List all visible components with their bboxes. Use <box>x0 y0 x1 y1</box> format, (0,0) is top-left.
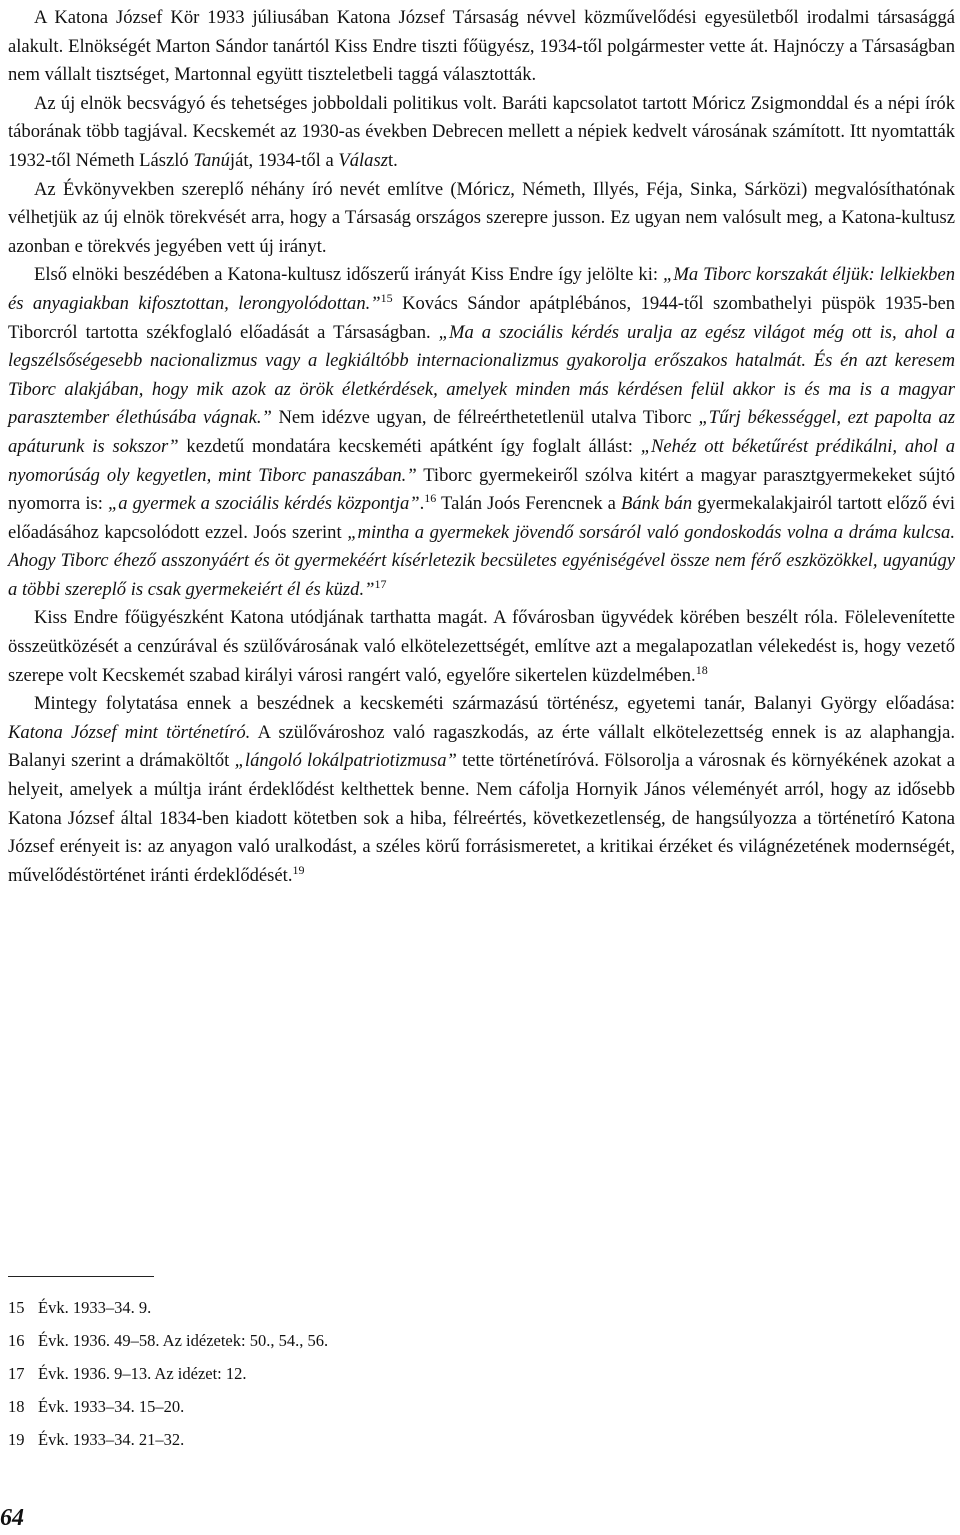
footnote-text: Évk. 1936. 9–13. Az idézet: 12. <box>38 1364 247 1383</box>
text-run: t. <box>387 149 398 171</box>
italic-text: „Tűrj békességgel, ezt papolta az apáturunk is sokszor” <box>8 407 955 457</box>
text-run: gyermekalakjairól tartott előző évi előadásához kapcsolódott ezzel. Joós szerint <box>8 493 955 543</box>
italic-text: „Ma a szociális kérdés uralja az egész világot még ott is, ahol a legszélsőségesebb nacionalizmus vagy a legkiáltóbb internacionalizmus gyakorolja erőszakos hatalmát. És én azt keresem Tiborc alakjában, hogy mik azok az örök életkérdések, amelyek minden más kérdésen felül akkor is és ma is a magyar parasztember élethúsába vágnak.” <box>8 321 956 429</box>
footnote-text: Évk. 1933–34. 21–32. <box>38 1430 185 1449</box>
footnote-text: Évk. 1933–34. 9. <box>38 1298 152 1317</box>
body-text <box>8 0 955 890</box>
text-run: Talán Joós Ferencnek a <box>436 493 621 515</box>
footnote-rule <box>8 1276 154 1277</box>
page-number: 64 <box>0 1505 24 1531</box>
italic-text: „a gyermek a szociális kérdés központja” <box>107 493 420 515</box>
footnote <box>8 1390 608 1423</box>
italic-text: „Nehéz ott béketűrést prédikálni, ahol a nyomorúság oly kegyetlen, mint Tiborc panaszában.” <box>8 435 955 486</box>
paragraph <box>8 261 955 604</box>
italic-text: Tanú <box>193 149 230 171</box>
footnote-number: 19 <box>8 1430 25 1449</box>
footnote <box>8 1423 608 1456</box>
text-run: tette történetíróvá. Fölsorolja a városnak és környékének azokat a helyeit, amelyek a múltja iránt érdeklődést kelthettek benne. Nem cáfolja Hornyik János véleményét arról, hogy az idősebb Katona József által 1834-ben kiadott kötetben sok a hiba, félreértés, következetlenség, de hangsúlyozza a történetíró Katona József erényeit is: az anyagon való uralkodást, a széles körű forrásismeretet, a kritikai érzéket és világnézetének modernségét, művelődéstörténet iránti érdeklődését. <box>8 750 955 886</box>
italic-text: „lángoló lokálpatriotizmusa” <box>234 750 457 772</box>
footnote-ref: 16 <box>424 490 437 505</box>
footnote <box>8 1324 608 1357</box>
italic-text: Válasz <box>338 149 388 171</box>
text-run: Mintegy folytatása ennek a beszédnek a kecskeméti származású történész, egyetemi tanár, Balanyi György előadása: <box>34 693 955 715</box>
footnote-number: 17 <box>8 1364 25 1383</box>
italic-text: Katona József mint történetíró. <box>8 721 251 743</box>
footnote <box>8 1291 608 1324</box>
text-run: A Katona József Kör 1933 júliusában Katona József Társaság névvel közművelődési egyesületből irodalmi társasággá alakult. Elnökségét Marton Sándor tanártól Kiss Endre tiszti főügyész, 1934-től polgármester vette át. Hajnóczy a Társaságban nem vállalt tisztséget, Martonnal együtt tiszteletbeli taggá választották. <box>8 7 955 86</box>
italic-text: Bánk bán <box>621 493 693 515</box>
text-run: . <box>419 493 425 515</box>
text-run: Tiborc gyermekeiről szólva kitért a magyar parasztgyermekeket sújtó nyomorra is: <box>8 464 955 515</box>
paragraph <box>8 690 955 890</box>
paragraph <box>8 4 955 90</box>
document-page <box>8 0 956 1449</box>
text-run: Az Évkönyvekben szereplő néhány író nevét említve (Móricz, Németh, Illyés, Féja, Sinka, Sárközi) megvalósíthatónak vélhetjük az új elnök törekvését arra, hogy a Társaság országos szerepre jusson. Ez ugyan nem valósult meg, a Katona-kultusz azonban e törekvés jegyében vett új irányt. <box>8 178 955 257</box>
footnote-text: Évk. 1933–34. 15–20. <box>38 1397 185 1416</box>
footnotes <box>8 1276 608 1456</box>
paragraph <box>8 90 955 176</box>
italic-text: „Ma Tiborc korszakát éljük: lelkiekben és anyagiakban kifosztottan, lerongyolódottan.” <box>8 264 956 314</box>
text-run: Nem idézve ugyan, de félreérthetetlenül utalva Tiborc <box>271 407 699 429</box>
footnote <box>8 1357 608 1390</box>
footnote-ref: 17 <box>374 576 387 591</box>
text-run: Kiss Endre főügyészként Katona utódjának tarthatta magát. A fővárosban ügyvédek körében beszélt róla. Fölelevenítette összeütközését a cenzúrával és szülővárosának való elkötelezettségét, említve azt a megalapozatlan vélekedést is, hogy vezető szerepe volt Kecskemét szabad királyi városi rangért való, egyelőre sikertelen küzdelmében. <box>8 607 955 686</box>
text-run: A szülővároshoz való ragaszkodás, az érte vállalt elkötelezettség ennek is az alaphangja. Balanyi szerint a drámaköltőt <box>8 721 955 772</box>
text-run: ját, 1934-től a <box>229 149 339 171</box>
footnote-number: 15 <box>8 1298 25 1317</box>
text-run: kezdetű mondatára kecskeméti apátként így foglalt állást: <box>178 435 641 457</box>
italic-text: „mintha a gyermekek jövendő sorsáról való gondoskodás volna a dráma kulcsa. Ahogy Tiborc éhező asszonyáért és öt gyermekéért kísérletezik becsületes egyéniségével össze nem férő eszközökkel, ugyanúgy a többi szereplő is csak gyermekeiért él és küzd.” <box>8 521 955 600</box>
text-run: Az új elnök becsvágyó és tehetséges jobboldali politikus volt. Baráti kapcsolatot tartott Móricz Zsigmonddal és a népi írók táborának több tagjával. Kecskemét az 1930-as években Debrecen mellett a népiek kedvelt városának számított. Itt nyomtatták 1932-től Németh László <box>8 92 955 171</box>
footnote-ref: 18 <box>695 662 708 677</box>
text-run: Kovács Sándor apátplébános, 1944-től szombathelyi püspök 1935-ben Tiborcról tartotta székfoglaló előadását a Társaságban. <box>8 292 955 343</box>
footnote-ref: 15 <box>380 290 393 305</box>
paragraph <box>8 604 955 690</box>
footnote-number: 18 <box>8 1397 25 1416</box>
footnote-number: 16 <box>8 1331 25 1350</box>
footnote-text: Évk. 1936. 49–58. Az idézetek: 50., 54., 56. <box>38 1331 329 1350</box>
paragraph <box>8 176 955 262</box>
footnote-ref: 19 <box>292 862 305 877</box>
text-run: Első elnöki beszédében a Katona-kultusz időszerű irányát Kiss Endre így jelölte ki: <box>34 264 664 286</box>
